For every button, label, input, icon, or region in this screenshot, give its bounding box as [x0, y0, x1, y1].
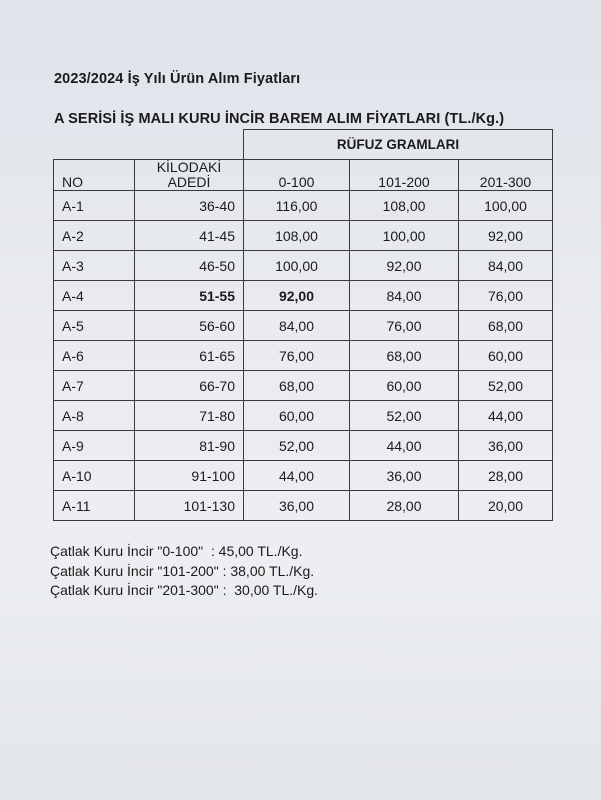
row-gram-0-100-cell: 52,00: [244, 431, 350, 461]
table-title: A SERİSİ İŞ MALI KURU İNCİR BAREM ALIM FİYATLARI (TL./Kg.): [54, 111, 505, 127]
table-row: [54, 251, 553, 281]
row-code-cell: A-6: [54, 341, 135, 371]
row-kilo-cell: 61-65: [135, 341, 244, 371]
row-gram-0-100-cell: 44,00: [244, 461, 350, 491]
row-kilo-cell: 101-130: [135, 491, 244, 521]
kilodaki-adedi-header: [135, 160, 244, 191]
row-kilo-cell: 51-55: [135, 281, 244, 311]
gram-0-100-header: 0-100: [244, 160, 350, 191]
rufuz-gramlari-header: RÜFUZ GRAMLARI: [244, 130, 553, 160]
note-line: Çatlak Kuru İncir "101-200" : 38,00 TL./Kg.: [50, 562, 315, 579]
table-row: [54, 311, 553, 341]
row-gram-201-300-cell: 36,00: [459, 431, 553, 461]
row-code-cell: A-3: [54, 251, 135, 281]
row-kilo-cell: 41-45: [135, 221, 244, 251]
row-code-cell: A-9: [54, 431, 135, 461]
table-row: [54, 281, 553, 311]
row-gram-0-100-cell: 108,00: [244, 221, 350, 251]
header-spacer: [135, 130, 244, 160]
row-kilo-cell: 81-90: [135, 431, 244, 461]
row-kilo-cell: 66-70: [135, 371, 244, 401]
header-spacer: [54, 130, 135, 160]
row-kilo-cell: 71-80: [135, 401, 244, 431]
row-gram-0-100-cell: 76,00: [244, 341, 350, 371]
table-row: [54, 371, 553, 401]
table-row: [54, 431, 553, 461]
row-gram-101-200-cell: 60,00: [350, 371, 459, 401]
row-gram-101-200-cell: 76,00: [350, 311, 459, 341]
row-code-cell: A-1: [54, 191, 135, 221]
no-column-header: NO: [54, 160, 135, 191]
row-gram-0-100-cell: 60,00: [244, 401, 350, 431]
table-group-header-row: [54, 130, 553, 160]
row-gram-101-200-cell: 84,00: [350, 281, 459, 311]
row-kilo-cell: 56-60: [135, 311, 244, 341]
row-gram-0-100-cell: 68,00: [244, 371, 350, 401]
table-header-row: [54, 160, 553, 191]
row-gram-101-200-cell: 100,00: [350, 221, 459, 251]
row-code-cell: A-7: [54, 371, 135, 401]
row-gram-201-300-cell: 68,00: [459, 311, 553, 341]
page-title: 2023/2024 İş Yılı Ürün Alım Fiyatları: [54, 71, 301, 87]
adedi-header-line: ADEDİ: [167, 174, 211, 190]
row-gram-101-200-cell: 68,00: [350, 341, 459, 371]
table-row: [54, 401, 553, 431]
kilodaki-header-line: KİLODAKİ: [156, 159, 222, 175]
table-row: [54, 191, 553, 221]
row-gram-0-100-cell: 92,00: [244, 281, 350, 311]
row-code-cell: A-8: [54, 401, 135, 431]
price-table: [53, 129, 553, 521]
row-gram-201-300-cell: 60,00: [459, 341, 553, 371]
row-gram-201-300-cell: 100,00: [459, 191, 553, 221]
row-gram-201-300-cell: 44,00: [459, 401, 553, 431]
row-code-cell: A-11: [54, 491, 135, 521]
table-body: [54, 191, 553, 521]
row-gram-201-300-cell: 20,00: [459, 491, 553, 521]
row-gram-201-300-cell: 76,00: [459, 281, 553, 311]
row-kilo-cell: 46-50: [135, 251, 244, 281]
row-gram-101-200-cell: 108,00: [350, 191, 459, 221]
gram-101-200-header: 101-200: [350, 160, 459, 191]
row-code-cell: A-4: [54, 281, 135, 311]
row-gram-0-100-cell: 100,00: [244, 251, 350, 281]
note-line: Çatlak Kuru İncir "201-300" : 30,00 TL./Kg.: [50, 582, 319, 598]
row-gram-201-300-cell: 28,00: [459, 461, 553, 491]
row-kilo-cell: 36-40: [135, 191, 244, 221]
row-gram-101-200-cell: 44,00: [350, 431, 459, 461]
row-gram-201-300-cell: 52,00: [459, 371, 553, 401]
table-row: [54, 341, 553, 371]
table-row: [54, 491, 553, 521]
gram-201-300-header: 201-300: [459, 160, 553, 191]
row-gram-0-100-cell: 116,00: [244, 191, 350, 221]
row-code-cell: A-2: [54, 221, 135, 251]
row-code-cell: A-5: [54, 311, 135, 341]
row-gram-101-200-cell: 36,00: [350, 461, 459, 491]
row-kilo-cell: 91-100: [135, 461, 244, 491]
row-gram-101-200-cell: 92,00: [350, 251, 459, 281]
row-gram-101-200-cell: 52,00: [350, 401, 459, 431]
row-gram-0-100-cell: 36,00: [244, 491, 350, 521]
row-code-cell: A-10: [54, 461, 135, 491]
note-line: Çatlak Kuru İncir "0-100" : 45,00 TL./Kg.: [50, 543, 303, 559]
row-gram-0-100-cell: 84,00: [244, 311, 350, 341]
row-gram-201-300-cell: 92,00: [459, 221, 553, 251]
row-gram-101-200-cell: 28,00: [350, 491, 459, 521]
table-row: [54, 221, 553, 251]
row-gram-201-300-cell: 84,00: [459, 251, 553, 281]
notes: [50, 542, 318, 601]
table-row: [54, 461, 553, 491]
